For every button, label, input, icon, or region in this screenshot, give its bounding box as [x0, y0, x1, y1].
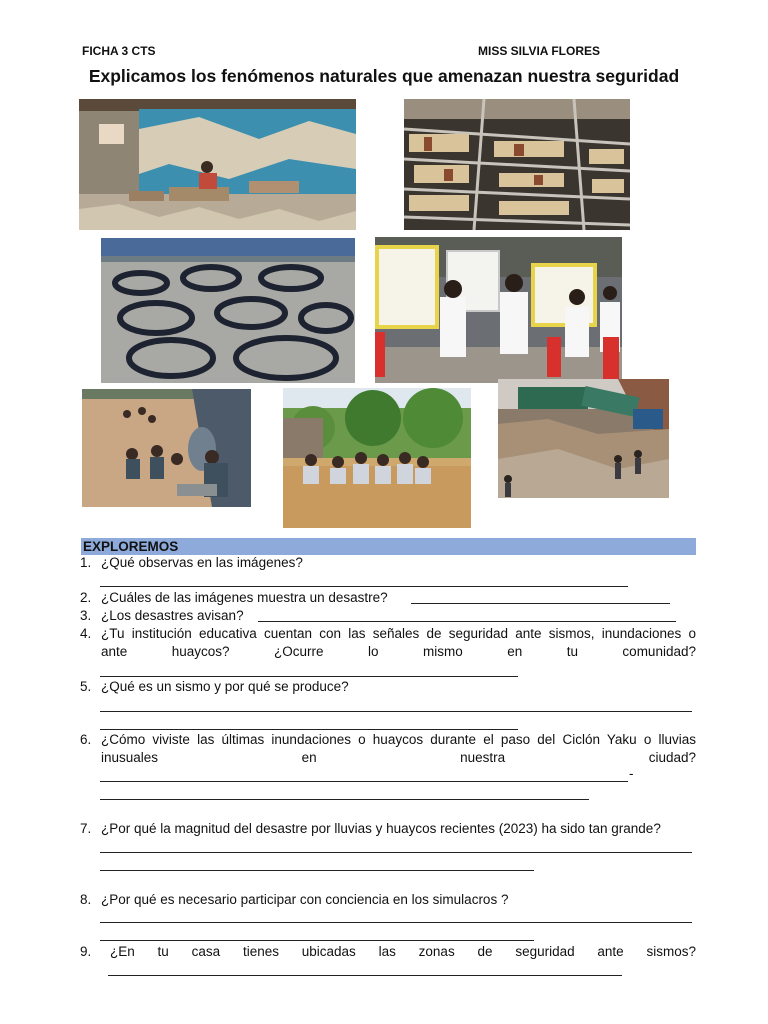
question-number: 9.	[80, 944, 92, 959]
flood-rescue-photo	[82, 389, 251, 507]
teacher-name: MISS SILVIA FLORES	[478, 44, 601, 58]
question-number: 5.	[80, 679, 92, 694]
answer-line[interactable]	[100, 676, 518, 677]
answer-line[interactable]	[100, 781, 628, 782]
answer-line[interactable]	[100, 922, 692, 923]
answer-line[interactable]	[411, 603, 670, 604]
question-number: 4.	[80, 626, 92, 641]
question-text: ¿Por qué la magnitud del desastre por lluvias y huaycos recientes (2023) ha sido tan grande?	[101, 821, 661, 836]
answer-line[interactable]	[100, 711, 692, 712]
question-number: 8.	[80, 892, 92, 907]
answer-line[interactable]	[100, 852, 692, 853]
question-text: ¿Qué es un sismo y por qué se produce?	[101, 679, 349, 694]
answer-line[interactable]	[100, 586, 628, 587]
line-dash: -	[629, 766, 634, 781]
question-number: 3.	[80, 608, 92, 623]
question-text: ¿En tu casa tienes ubicadas las zonas de seguridad ante sismos?	[110, 944, 696, 959]
answer-line[interactable]	[100, 940, 534, 941]
students-safety-march-photo	[375, 237, 622, 383]
answer-line[interactable]	[108, 975, 622, 976]
question-text: ¿Por qué es necesario participar con conciencia en los simulacros ?	[101, 892, 509, 907]
question-text-line-2: ante huaycos? ¿Ocurre lo mismo en tu comunidad?	[101, 643, 696, 659]
question-text-line-1: ¿Cómo viviste las últimas inundaciones o huaycos durante el paso del Ciclón Yaku o lluvias	[101, 732, 696, 747]
question-6	[80, 731, 696, 767]
huayco-trucks-photo	[498, 379, 669, 498]
section-header-exploremos: EXPLOREMOS	[81, 538, 696, 555]
students-drill-circles-photo	[101, 238, 355, 383]
damaged-classroom-photo	[79, 99, 356, 230]
question-text: ¿Cuáles de las imágenes muestra un desastre?	[101, 590, 388, 605]
fallen-bookshelves-photo	[404, 99, 630, 230]
question-text: ¿Qué observas en las imágenes?	[101, 555, 303, 570]
question-number: 2.	[80, 590, 92, 605]
question-text-line-1: ¿Tu institución educativa cuentan con las señales de seguridad ante sismos, inundaciones o	[101, 626, 696, 641]
question-4	[80, 625, 696, 661]
question-number: 6.	[80, 732, 92, 747]
question-text-line-2: inusuales en nuestra ciudad?	[101, 749, 696, 765]
people-wading-flood-photo	[283, 388, 471, 528]
question-text: ¿Los desastres avisan?	[101, 608, 244, 623]
answer-line[interactable]	[258, 621, 676, 622]
answer-line[interactable]	[100, 729, 518, 730]
answer-line[interactable]	[100, 870, 534, 871]
question-number: 1.	[80, 555, 92, 570]
page-title: Explicamos los fenómenos naturales que amenazan nuestra seguridad	[88, 66, 680, 86]
worksheet-label: FICHA 3 CTS	[82, 44, 156, 58]
answer-line[interactable]	[100, 799, 589, 800]
question-number: 7.	[80, 821, 92, 836]
